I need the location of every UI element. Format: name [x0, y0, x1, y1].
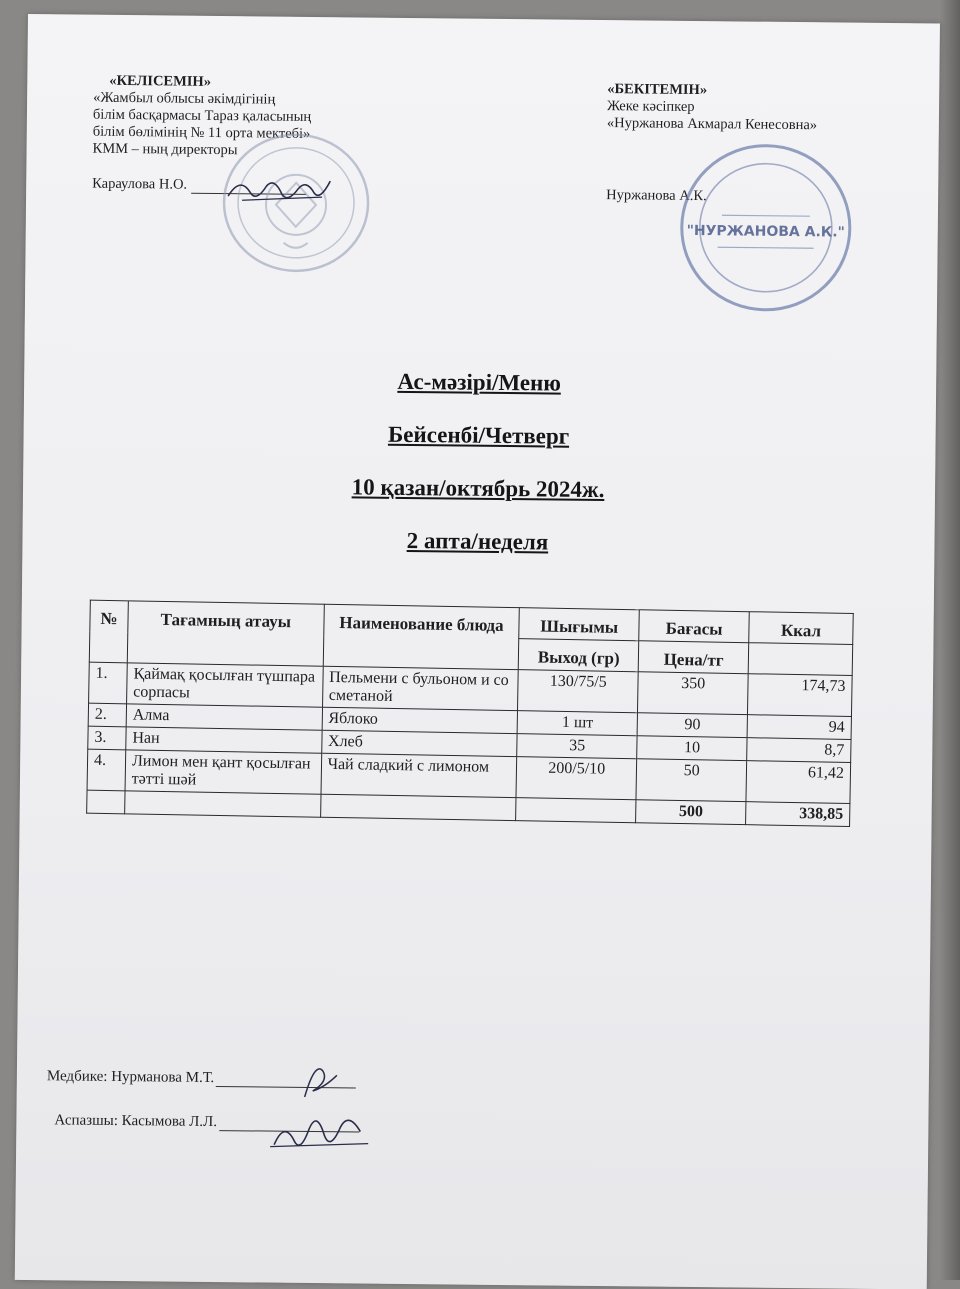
director-signature [222, 166, 343, 217]
cell-name-ru: Яблоко [322, 707, 518, 733]
cell-empty [125, 791, 321, 817]
cell-name-ru: Хлеб [321, 730, 517, 756]
approval-right-heading: «БЕКІТЕМІН» [607, 81, 708, 99]
col-header-kcal-blank [748, 643, 852, 676]
total-kcal: 338,85 [746, 802, 850, 827]
approval-left-line: білім бөлімінің № 11 орта мектебі» [92, 123, 311, 142]
cell-name-kz: Нан [126, 727, 322, 753]
cell-empty [320, 794, 516, 820]
week-title: 2 апта/неделя [406, 527, 549, 555]
col-header-price-ru: Цена/тг [638, 641, 748, 674]
cell-price: 10 [637, 736, 747, 761]
cell-yield: 200/5/10 [516, 757, 637, 800]
approval-left-line: КММ – ның директоры [92, 140, 238, 159]
day-title: Бейсенбі/Четверг [387, 421, 570, 449]
paper-edge-shadow [940, 0, 960, 1280]
cell-num: 4. [87, 749, 126, 791]
menu-table [86, 600, 854, 827]
table-header-row [90, 600, 853, 644]
cell-kcal: 61,42 [746, 761, 851, 804]
cook-signature [264, 1101, 375, 1162]
cell-yield: 35 [517, 734, 637, 759]
cell-yield: 1 шт [517, 711, 637, 736]
cell-name-kz: Қаймақ қосылған түшпара сорпасы [127, 663, 323, 707]
cell-kcal: 94 [747, 715, 851, 740]
cell-name-kz: Лимон мен қант қосылған тәтті шәй [125, 750, 321, 794]
cell-empty [87, 790, 125, 814]
cell-name-ru: Чай сладкий с лимоном [321, 753, 517, 797]
cell-price: 350 [638, 672, 749, 715]
cell-name-ru: Пельмени с бульоном и со сметаной [322, 666, 518, 710]
cook-label: Аспазшы: Касымова Л.Л. [54, 1112, 218, 1131]
approval-left-line: білім басқармасы Тараз қаласының [92, 106, 312, 125]
col-header-name-kz: Тағамның атауы [127, 601, 324, 666]
cell-yield: 130/75/5 [518, 670, 639, 713]
menu-title: Ас-мәзірі/Меню [397, 368, 562, 396]
cell-kcal: 174,73 [748, 674, 853, 717]
cell-kcal: 8,7 [747, 738, 851, 763]
cell-empty [516, 798, 636, 823]
approval-right-line: Жеке кәсіпкер [606, 98, 695, 115]
cell-num: 3. [88, 726, 126, 750]
approval-right-line: «Нуржанова Акмарал Кенесовна» [606, 115, 818, 134]
approval-left-heading: «КЕЛІСЕМІН» [109, 72, 212, 90]
document-titles [22, 366, 934, 588]
col-header-kcal: Ккал [749, 612, 853, 645]
col-header-yield-ru: Выход (гр) [519, 639, 639, 672]
cell-num: 2. [88, 703, 126, 727]
nurse-label: Медбике: Нурманова М.Т. [46, 1068, 215, 1087]
cell-num: 1. [89, 662, 128, 704]
cell-name-kz: Алма [126, 704, 322, 730]
entrepreneur-seal-stamp [675, 139, 857, 317]
cell-price: 90 [637, 713, 747, 738]
approval-left-signer: Караулова Н.О. [92, 175, 188, 193]
col-header-price-kz: Бағасы [639, 610, 749, 643]
approval-left-line: «Жамбыл облысы әкімдігінің [93, 89, 276, 108]
col-header-yield-kz: Шығымы [519, 608, 639, 641]
col-header-num: № [89, 600, 128, 663]
stamp-caption: "НУРЖАНОВА А.К." [686, 222, 845, 241]
total-price: 500 [636, 800, 746, 825]
document-page [15, 14, 940, 1289]
col-header-name-ru: Наименование блюда [323, 604, 520, 669]
approval-right-signer: Нуржанова А.К. [606, 187, 707, 205]
date-title: 10 қазан/октябрь 2024ж. [351, 474, 605, 503]
cell-price: 50 [636, 759, 747, 802]
